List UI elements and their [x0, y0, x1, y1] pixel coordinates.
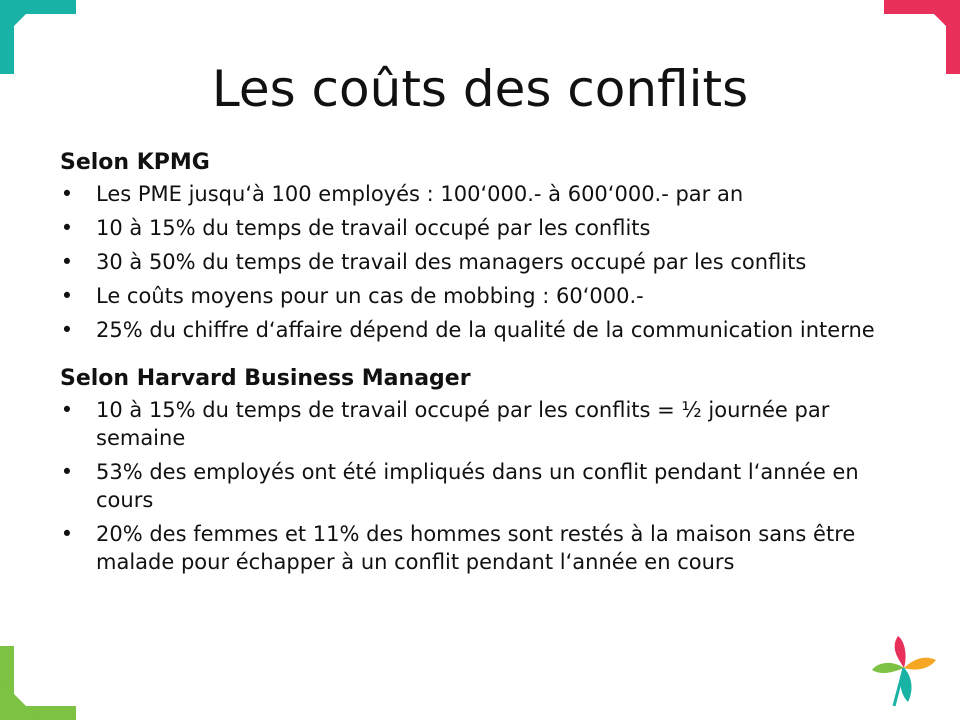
list-item-text: 25% du chiffre d‘affaire dépend de la qualité de la communication interne — [96, 318, 875, 342]
bullet-icon: • — [60, 398, 74, 422]
list-item — [60, 458, 900, 514]
list-item-text: 53% des employés ont été impliqués dans un conflit pendant l‘année en cours — [96, 460, 859, 512]
list-item-text: 10 à 15% du temps de travail occupé par les conflits = ½ journée par semaine — [96, 398, 830, 450]
bullet-icon: • — [60, 522, 74, 546]
four-petal-flower-icon — [868, 630, 940, 710]
list-item — [60, 396, 900, 452]
list-item — [60, 214, 900, 242]
bullet-icon: • — [60, 318, 74, 342]
slide-content — [60, 148, 900, 582]
list-item-text: Les PME jusqu‘à 100 employés : 100‘000.- à 600‘000.- par an — [96, 182, 744, 206]
list-item-text: 30 à 50% du temps de travail des managers occupé par les conflits — [96, 250, 807, 274]
list-item-text: 20% des femmes et 11% des hommes sont restés à la maison sans être malade pour échapper à un conflit pendant l‘année en cours — [96, 522, 856, 574]
bullet-icon: • — [60, 460, 74, 484]
slide-title: Les coûts des conflits — [211, 60, 749, 118]
bottom-left-corner-decoration — [0, 640, 80, 720]
list-item — [60, 282, 900, 310]
list-item — [60, 180, 900, 208]
list-item — [60, 316, 900, 344]
section-heading-harvard: Selon Harvard Business Manager — [60, 366, 471, 391]
list-item — [60, 248, 900, 276]
bullet-icon: • — [60, 284, 74, 308]
section-heading-kpmg: Selon KPMG — [60, 150, 210, 175]
bullet-icon: • — [60, 250, 74, 274]
list-item-text: 10 à 15% du temps de travail occupé par les conflits — [96, 216, 651, 240]
harvard-bullet-list — [60, 396, 900, 576]
list-item — [60, 520, 900, 576]
list-item-text: Le coûts moyens pour un cas de mobbing : 60‘000.- — [96, 284, 644, 308]
bullet-icon: • — [60, 182, 74, 206]
kpmg-bullet-list — [60, 180, 900, 344]
bullet-icon: • — [60, 216, 74, 240]
